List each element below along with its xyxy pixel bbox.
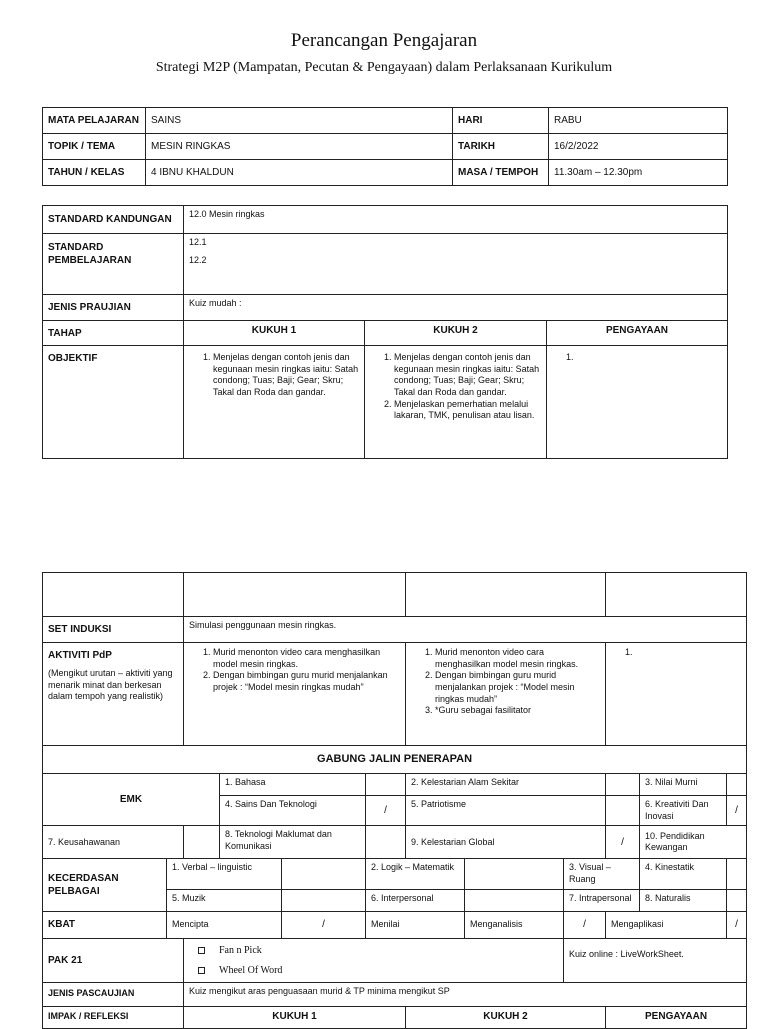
activities-table: [42, 572, 747, 1029]
objektif-pengayaan-list: [552, 352, 722, 364]
emk-global: 9. Kelestarian Global: [406, 826, 606, 859]
topic-value: MESIN RINGKAS: [146, 134, 453, 160]
impak-kukuh2: KUKUH 2: [406, 1006, 606, 1028]
topic-label: TOPIK / TEMA: [43, 134, 146, 160]
kp-kinestatik-mark: [727, 859, 747, 889]
time-value: 11.30am – 12.30pm: [549, 160, 728, 186]
emk-patriotisme-mark: [606, 796, 640, 826]
list-item: 1. Murid menonton video cara menghasilkan model mesin ringkas.: [435, 647, 600, 670]
emk-sains: 4. Sains Dan Teknologi: [220, 796, 366, 826]
emk-keusahawanan: 7. Keusahawanan: [43, 826, 184, 859]
kp-naturalis-mark: [727, 889, 747, 911]
checkbox-icon: [198, 967, 205, 974]
set-induksi-value: Simulasi penggunaan mesin ringkas.: [184, 617, 747, 643]
objektif-kukuh1-list: [189, 352, 359, 399]
emk-murni-mark: [727, 774, 747, 796]
pak21-online: Kuiz online : LiveWorkSheet.: [564, 938, 747, 982]
emk-kreativiti: 6. Kreativiti Dan Inovasi: [640, 796, 727, 826]
kbat-label: KBAT: [43, 911, 167, 938]
kbat-menilai: Menilai: [366, 911, 465, 938]
emk-patriotisme: 5. Patriotisme: [406, 796, 606, 826]
kp-label: KECERDASAN PELBAGAI: [43, 859, 167, 911]
emk-keusahawanan-mark: [184, 826, 220, 859]
list-item: 1. Menjelas dengan contoh jenis dan kegunaan mesin ringkas iaitu: Satah condong; Tuas; Baji; Gear; Skru; Takal dan Roda dan gandar.: [394, 352, 541, 399]
tahap-kukuh1: KUKUH 1: [184, 321, 365, 346]
kp-muzik-mark: [282, 889, 366, 911]
emk-kewangan: 10. Pendidikan Kewangan: [640, 826, 747, 859]
pasca-label: JENIS PASCAUJIAN: [43, 982, 184, 1006]
emk-sains-mark: /: [366, 796, 406, 826]
objektif-label: OBJEKTIF: [43, 346, 184, 459]
list-item: 2. Dengan bimbingan guru murid menjalankan projek : “Model mesin ringkas mudah”: [435, 670, 600, 705]
emk-bahasa-mark: [366, 774, 406, 796]
pasca-value: Kuiz mengikut aras penguasaan murid & TP minima mengikut SP: [184, 982, 747, 1006]
kp-logik-mark: [465, 859, 564, 889]
kp-kinestatik: 4. Kinestatik: [640, 859, 727, 889]
emk-tmk: 8. Teknologi Maklumat dan Komunikasi: [220, 826, 366, 859]
page-subtitle: Strategi M2P (Mampatan, Pecutan & Pengayaan) dalam Perlaksanaan Kurikulum: [155, 60, 613, 75]
pak21-item-1: Fan n Pick: [219, 944, 262, 956]
date-label: TARIKH: [453, 134, 549, 160]
pdp-kukuh1-list: [189, 647, 400, 694]
emk-alam-mark: [606, 774, 640, 796]
tahap-kukuh2: KUKUH 2: [365, 321, 547, 346]
kbat-menganalisis: Menganalisis: [465, 911, 564, 938]
emk-murni: 3. Nilai Murni: [640, 774, 727, 796]
kbat-menganalisis-mark: /: [564, 911, 606, 938]
emk-label: EMK: [43, 774, 220, 826]
emk-kreativiti-mark: /: [727, 796, 747, 826]
pdp-kukuh2-list: [411, 647, 600, 717]
impak-pengayaan: PENGAYAAN: [606, 1006, 747, 1028]
checkbox-icon: [198, 947, 205, 954]
objektif-kukuh2-list: [370, 352, 541, 422]
impak-kukuh1: KUKUH 1: [184, 1006, 406, 1028]
sk-value: 12.0 Mesin ringkas: [184, 206, 728, 234]
page-title: Perancangan Pengajaran: [290, 30, 478, 51]
list-item: [576, 352, 722, 364]
pdp-note: (Mengikut urutan – aktiviti yang menarik minat dan berkesan dalam tempoh yang realistik): [48, 668, 173, 702]
list-item: 2. Menjelaskan pemerhatian melalui lakaran, TMK, penulisan atau lisan.: [394, 399, 541, 422]
tahap-pengayaan: PENGAYAAN: [547, 321, 728, 346]
kp-visual: 3. Visual – Ruang: [564, 859, 640, 889]
sp-value-2: 12.2: [189, 254, 207, 265]
time-label: MASA / TEMPOH: [453, 160, 549, 186]
kp-interpersonal-mark: [465, 889, 564, 911]
kp-interpersonal: 6. Interpersonal: [366, 889, 465, 911]
kbat-mengaplikasi: Mengaplikasi: [606, 911, 727, 938]
list-item: 2. Dengan bimbingan guru murid menjalankan projek : “Model mesin ringkas mudah”: [213, 670, 400, 693]
class-value: 4 IBNU KHALDUN: [146, 160, 453, 186]
kp-naturalis: 8. Naturalis: [640, 889, 727, 911]
emk-tmk-mark: [366, 826, 406, 859]
list-item: [635, 647, 741, 659]
kbat-mencipta-mark: /: [282, 911, 366, 938]
kp-logik: 2. Logik – Matematik: [366, 859, 465, 889]
emk-alam: 2. Kelestarian Alam Sekitar: [406, 774, 606, 796]
sp-label: STANDARD PEMBELAJARAN: [43, 234, 184, 295]
sp-value-1: 12.1: [189, 237, 207, 247]
day-value: RABU: [549, 108, 728, 134]
emk-global-mark: /: [606, 826, 640, 859]
kbat-mencipta: Mencipta: [167, 911, 282, 938]
tahap-label: TAHAP: [43, 321, 184, 346]
pdp-label: AKTIVITI PdP: [48, 650, 112, 661]
impak-label: IMPAK / REFLEKSI: [43, 1006, 184, 1028]
list-item: 3. *Guru sebagai fasilitator: [435, 705, 600, 717]
date-value: 16/2/2022: [549, 134, 728, 160]
kbat-mengaplikasi-mark: /: [727, 911, 747, 938]
pdp-pengayaan-list: [611, 647, 741, 659]
class-label: TAHUN / KELAS: [43, 160, 146, 186]
praujian-value: Kuiz mudah :: [184, 295, 728, 321]
list-item: 1. Murid menonton video cara menghasilkan model mesin ringkas.: [213, 647, 400, 670]
list-item: 1. Menjelas dengan contoh jenis dan kegunaan mesin ringkas iaitu: Satah condong; Tuas; Baji; Gear; Skru; Takal dan Roda dan gandar.: [213, 352, 359, 399]
pak21-label: PAK 21: [43, 938, 184, 982]
standards-table: [42, 205, 728, 459]
emk-bahasa: 1. Bahasa: [220, 774, 366, 796]
kp-verbal: 1. Verbal – linguistic: [167, 859, 282, 889]
kp-verbal-mark: [282, 859, 366, 889]
gabung-jalin-heading: GABUNG JALIN PENERAPAN: [43, 746, 747, 774]
set-induksi-label: SET INDUKSI: [43, 617, 184, 643]
pak21-item-2: Wheel Of Word: [219, 964, 283, 976]
day-label: HARI: [453, 108, 549, 134]
kp-intrapersonal: 7. Intrapersonal: [564, 889, 640, 911]
subject-value: SAINS: [146, 108, 453, 134]
subject-label: MATA PELAJARAN: [43, 108, 146, 134]
sk-label: STANDARD KANDUNGAN: [43, 206, 184, 234]
praujian-label: JENIS PRAUJIAN: [43, 295, 184, 321]
info-table: [42, 107, 728, 186]
kp-muzik: 5. Muzik: [167, 889, 282, 911]
